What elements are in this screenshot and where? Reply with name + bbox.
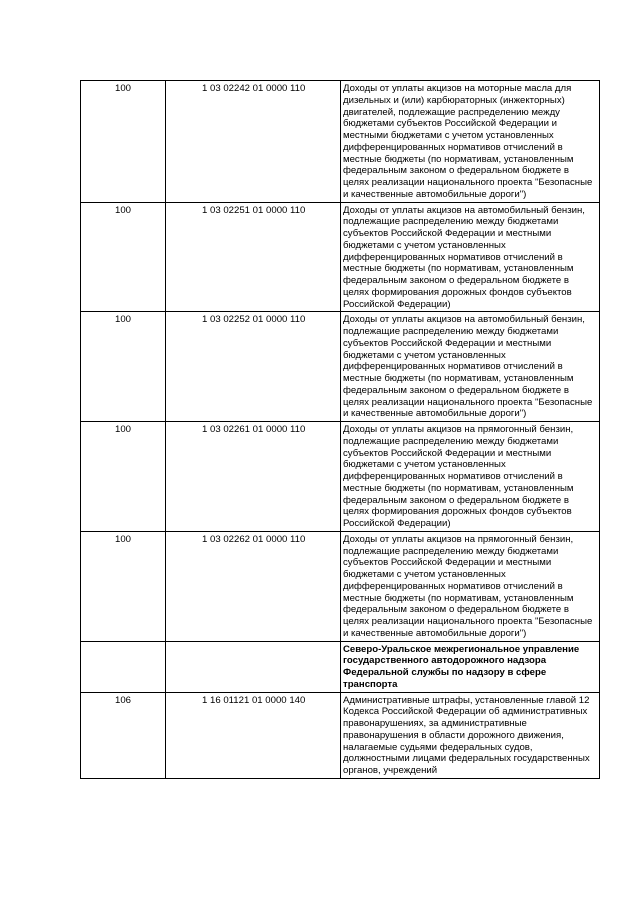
revenue-codes-table — [80, 80, 600, 779]
revenue-description-cell: Доходы от уплаты акцизов на автомобильный бензин, подлежащие распределению между бюджетами субъектов Российской Федерации и местными бюджетами с учетом установленных дифференцированных нормативов отчислений в местные бюджеты (по нормативам, установленным федеральным законом о федеральном бюджете в целях реализации национального проекта "Безопасные и качественные автомобильные дороги") — [341, 312, 600, 422]
admin-code-cell: 100 — [81, 312, 166, 422]
table-row — [81, 312, 600, 422]
admin-code-cell: 100 — [81, 81, 166, 203]
table-row — [81, 202, 600, 312]
budget-classification-code-cell: 1 03 02242 01 0000 110 — [166, 81, 341, 203]
table-row — [81, 422, 600, 532]
budget-classification-code-cell: 1 03 02251 01 0000 110 — [166, 202, 341, 312]
budget-classification-code-cell: 1 03 02261 01 0000 110 — [166, 422, 341, 532]
revenue-codes-table-body — [81, 81, 600, 779]
admin-code-cell: 100 — [81, 202, 166, 312]
table-row — [81, 81, 600, 203]
revenue-description-cell: Доходы от уплаты акцизов на моторные масла для дизельных и (или) карбюраторных (инжекторных) двигателей, подлежащие распределению между бюджетами субъектов Российской Федерации и местными бюджетами с учетом установленных дифференцированных нормативов отчислений в местные бюджеты (по нормативам, установленным федеральным законом о федеральном бюджете в целях реализации национального проекта "Безопасные и качественные автомобильные дороги") — [341, 81, 600, 203]
table-row — [81, 531, 600, 641]
admin-code-cell — [81, 641, 166, 692]
admin-code-cell: 100 — [81, 531, 166, 641]
admin-code-cell: 100 — [81, 422, 166, 532]
administrator-name-cell: Северо-Уральское межрегиональное управление государственного автодорожного надзора Федеральной службы по надзору в сфере транспорта — [341, 641, 600, 692]
revenue-description-cell: Доходы от уплаты акцизов на автомобильный бензин, подлежащие распределению между бюджетами субъектов Российской Федерации и местными бюджетами с учетом установленных дифференцированных нормативов отчислений в местные бюджеты (по нормативам, установленным федеральным законом о федеральном бюджете в целях формирования дорожных фондов субъектов Российской Федерации) — [341, 202, 600, 312]
budget-classification-code-cell: 1 03 02262 01 0000 110 — [166, 531, 341, 641]
revenue-description-cell: Доходы от уплаты акцизов на прямогонный бензин, подлежащие распределению между бюджетами субъектов Российской Федерации и местными бюджетами с учетом установленных дифференцированных нормативов отчислений в местные бюджеты (по нормативам, установленным федеральным законом о федеральном бюджете в целях формирования дорожных фондов субъектов Российской Федерации) — [341, 422, 600, 532]
revenue-description-cell: Доходы от уплаты акцизов на прямогонный бензин, подлежащие распределению между бюджетами субъектов Российской Федерации и местными бюджетами с учетом установленных дифференцированных нормативов отчислений в местные бюджеты (по нормативам, установленным федеральным законом о федеральном бюджете в целях реализации национального проекта "Безопасные и качественные автомобильные дороги") — [341, 531, 600, 641]
budget-classification-code-cell: 1 16 01121 01 0000 140 — [166, 692, 341, 778]
admin-code-cell: 106 — [81, 692, 166, 778]
budget-classification-code-cell — [166, 641, 341, 692]
table-row — [81, 692, 600, 778]
revenue-description-cell: Административные штрафы, установленные главой 12 Кодекса Российской Федерации об административных правонарушениях, за административные правонарушения в области дорожного движения, налагаемые судьями федеральных судов, должностными лицами федеральных государственных органов, учреждений — [341, 692, 600, 778]
table-row — [81, 641, 600, 692]
budget-classification-code-cell: 1 03 02252 01 0000 110 — [166, 312, 341, 422]
